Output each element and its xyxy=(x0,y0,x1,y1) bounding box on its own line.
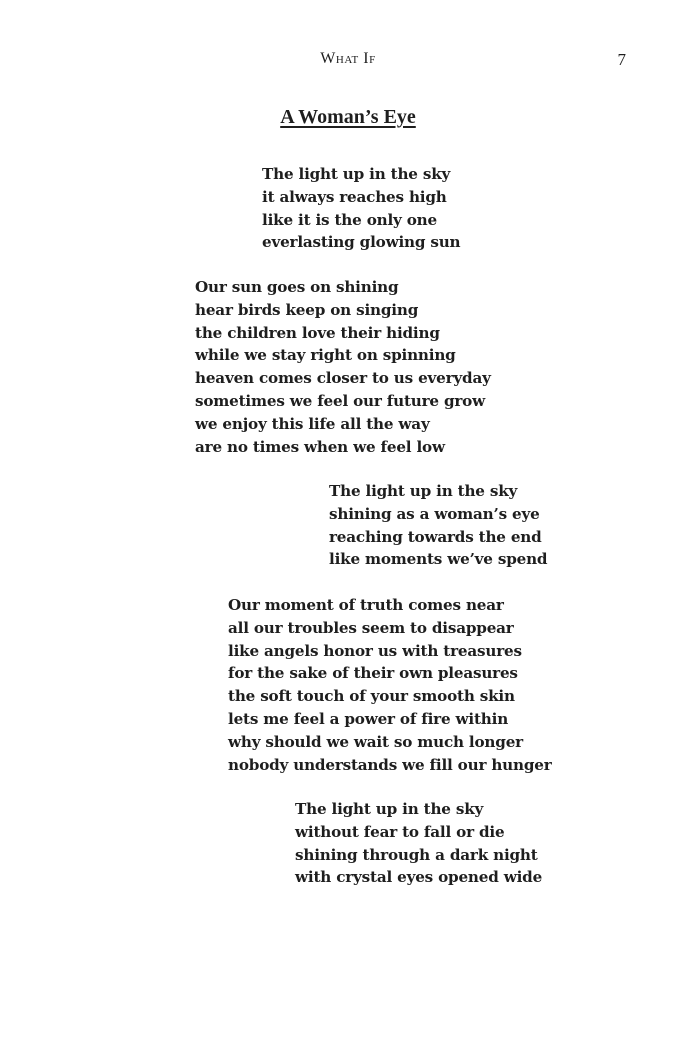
poem-line: with crystal eyes opened wide xyxy=(295,868,543,887)
poem-line: are no times when we feel low xyxy=(195,437,445,456)
poem-line: all our troubles seem to disappear xyxy=(228,618,514,637)
poem-line: while we stay right on spinning xyxy=(195,346,456,365)
poem-line: Our sun goes on shining xyxy=(195,278,399,296)
poem-line: like it is the only one xyxy=(262,210,437,229)
poem-line: everlasting glowing sun xyxy=(262,233,461,252)
poem-line: for the sake of their own pleasures xyxy=(228,664,518,683)
poem-title: A Woman’s Eye xyxy=(280,106,416,128)
poem-line: hear birds keep on singing xyxy=(195,300,419,319)
poem-line: The light up in the sky xyxy=(329,482,518,500)
poem-line: we enjoy this life all the way xyxy=(195,414,430,433)
poem-line: like angels honor us with treasures xyxy=(228,641,522,660)
poem-line: shining as a woman’s eye xyxy=(329,504,540,523)
poem-line: nobody understands we fill our hunger xyxy=(228,755,552,774)
poem-line: lets me feel a power of fire within xyxy=(228,709,509,728)
poem-line: Our moment of truth comes near xyxy=(228,596,504,614)
stanza-5 xyxy=(295,798,542,889)
poem-line: The light up in the sky xyxy=(295,800,484,818)
running-head-title: What If xyxy=(320,50,376,67)
stanza-3 xyxy=(329,480,547,571)
stanza-4 xyxy=(228,594,552,776)
poem-line: reaching towards the end xyxy=(329,527,542,546)
poem-line: it always reaches high xyxy=(262,187,447,206)
poem-line: the soft touch of your smooth skin xyxy=(228,687,515,706)
poem-line: heaven comes closer to us everyday xyxy=(195,369,491,388)
poem-line: sometimes we feel our future grow xyxy=(195,391,485,410)
stanza-2 xyxy=(195,276,491,458)
page-number: 7 xyxy=(617,50,626,69)
poem-line: without fear to fall or die xyxy=(295,822,505,841)
poem-line: The light up in the sky xyxy=(262,165,451,183)
poem-line: shining through a dark night xyxy=(295,845,538,864)
poem-line: like moments we’ve spend xyxy=(329,550,548,569)
poem-line: why should we wait so much longer xyxy=(228,732,523,751)
poem-line: the children love their hiding xyxy=(195,323,440,342)
stanza-1 xyxy=(262,163,460,254)
